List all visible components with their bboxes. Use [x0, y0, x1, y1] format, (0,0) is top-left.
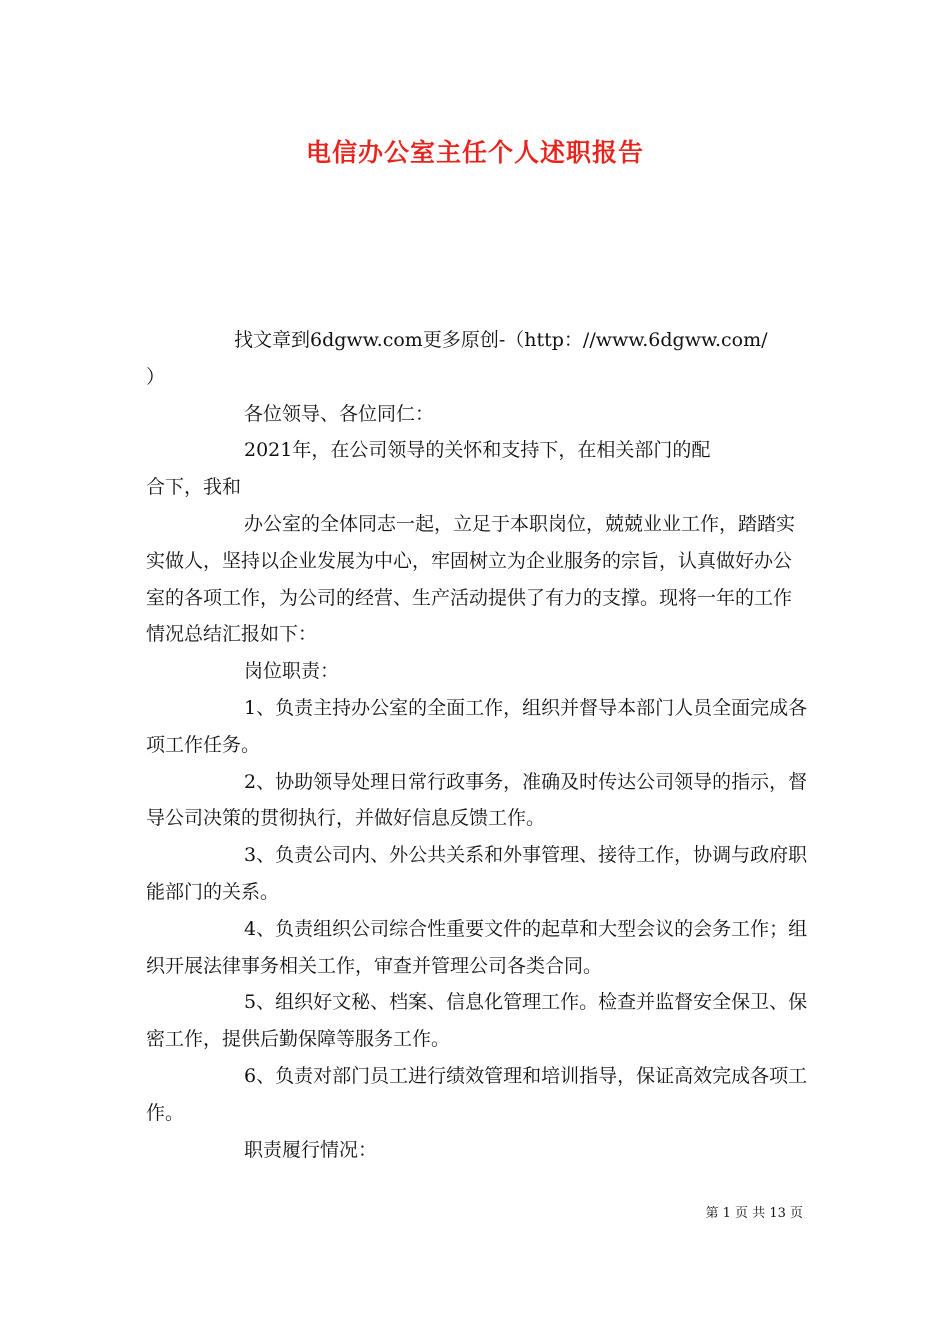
duty-item: 3、负责公司内、外公共关系和外事管理、接待工作，协调与政府职能部门的关系。 [146, 844, 808, 903]
intro-line-end: ） [146, 365, 166, 388]
section-heading-duties: 岗位职责： [244, 660, 340, 683]
duty-item: 2、协助领导处理日常行政事务，准确及时传达公司领导的指示，督导公司决策的贯彻执行，并做好信息反馈工作。 [146, 770, 808, 830]
document-title: 电信办公室主任个人述职报告 [305, 138, 644, 167]
section-heading-performance: 职责履行情况： [244, 1138, 378, 1161]
document-body [146, 322, 810, 1168]
duty-item: 4、负责组织公司综合性重要文件的起草和大型会议的会务工作；组织开展法律事务相关工作，审查并管理公司各类合同。 [146, 917, 808, 977]
paragraph-1-end: 合下，我和 [146, 476, 242, 499]
paragraph-2: 办公室的全体同志一起，立足于本职岗位，兢兢业业工作，踏踏实实做人，坚持以企业发展为中心，牢固树立为企业服务的宗旨，认真做好办公室的各项工作，为公司的经营、生产活动提供了有力的支撑。现将一年的工作情况总结汇报如下： [146, 512, 796, 646]
duty-item: 5、组织好文秘、档案、信息化管理工作。检查并监督安全保卫、保密工作，提供后勤保障等服务工作。 [146, 991, 808, 1051]
page-footer: 第 1 页 共 13 页 [705, 1206, 803, 1221]
duty-item: 1、负责主持办公室的全面工作，组织并督导本部门人员全面完成各项工作任务。 [146, 696, 808, 756]
greeting: 各位领导、各位同仁： [244, 402, 435, 425]
duty-item: 6、负责对部门员工进行绩效管理和培训指导，保证高效完成各项工作。 [146, 1064, 808, 1124]
intro-line: 找文章到6dgww.com更多原创-（http：//www.6dgww.com/ [234, 329, 768, 351]
paragraph-1: 2021年，在公司领导的关怀和支持下，在相关部门的配 [244, 439, 711, 462]
